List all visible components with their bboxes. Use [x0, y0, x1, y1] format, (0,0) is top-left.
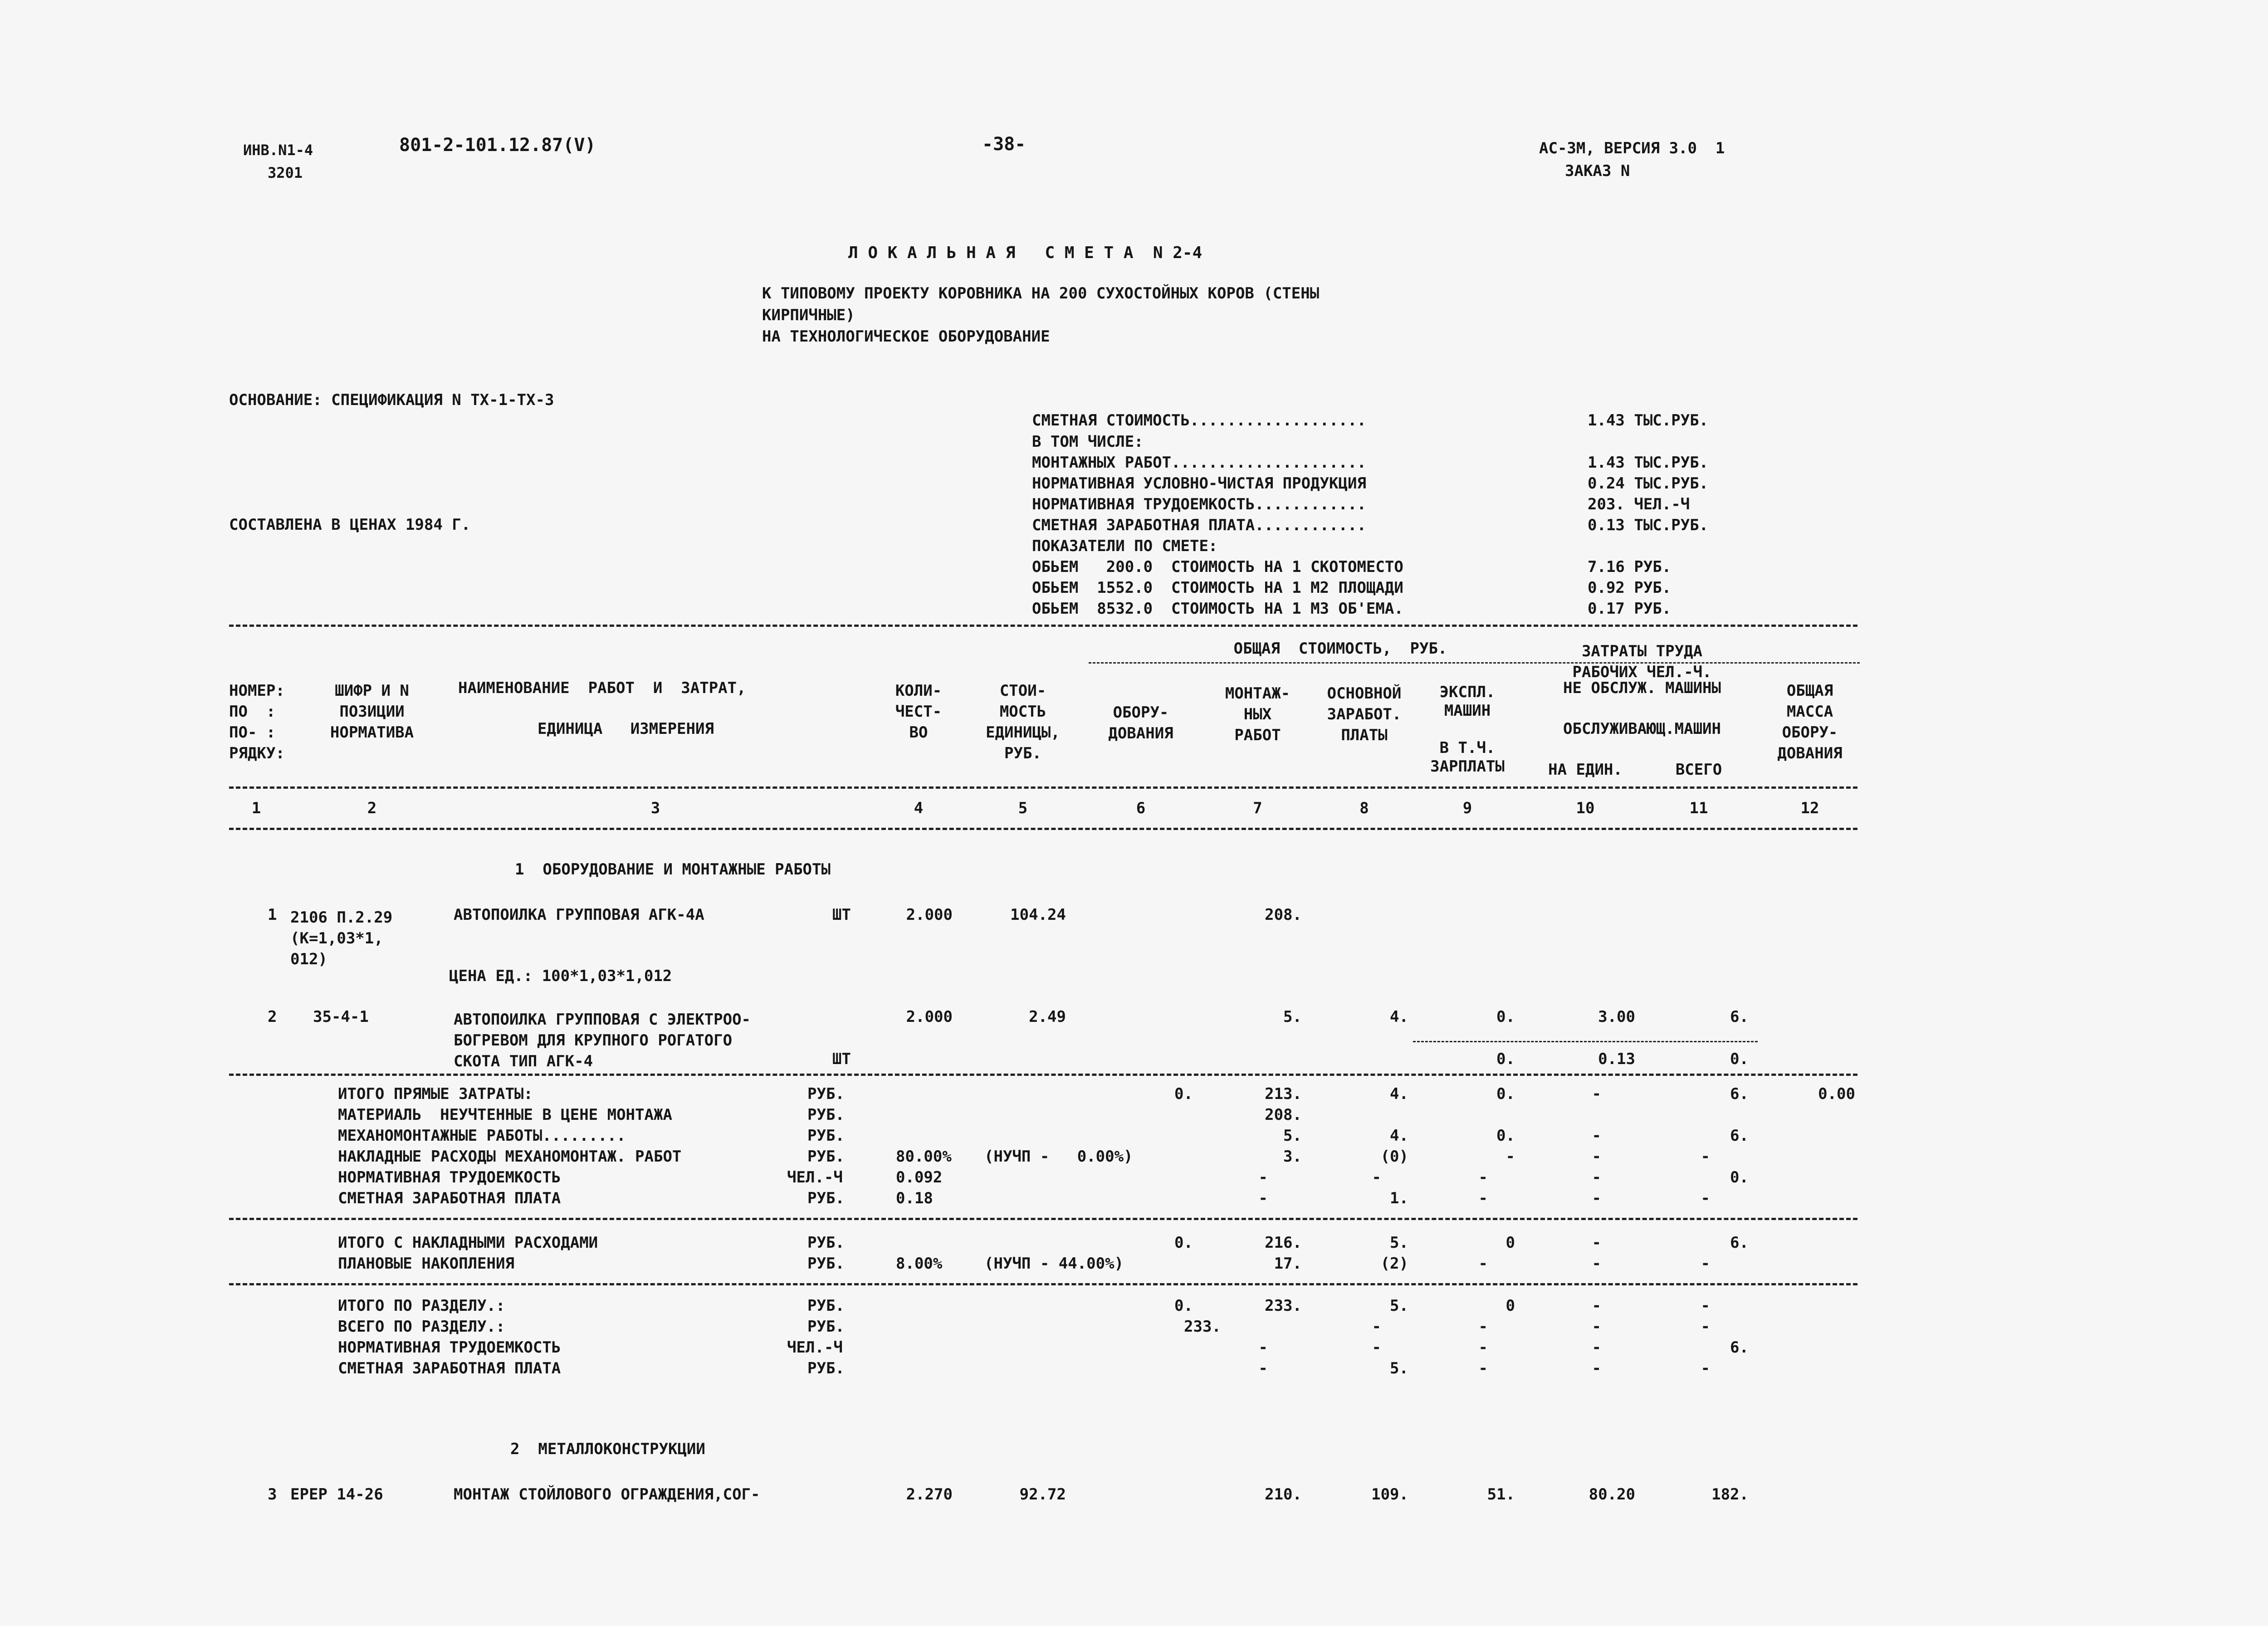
row-name: МОНТАЖ СТОЙЛОВОГО ОГРАЖДЕНИЯ,СОГ-	[454, 1485, 760, 1504]
total-labor-unit: -	[1592, 1338, 1601, 1357]
total-label: ИТОГО ПО РАЗДЕЛУ.:	[338, 1297, 505, 1315]
summary-label: ОБЬЕМ 200.0 СТОИМОСТЬ НА 1 СКОТОМЕСТО	[1032, 558, 1403, 576]
total-labor-unit: -	[1592, 1297, 1601, 1315]
column-header-code: ШИФР И N ПОЗИЦИИ НОРМАТИВА	[330, 682, 414, 742]
title-line-3: НА ТЕХНОЛОГИЧЕСКОЕ ОБОРУДОВАНИЕ	[762, 327, 1050, 346]
row-quantity: 2.000	[906, 906, 953, 924]
inventory-label: ИНВ.N1-4	[243, 142, 313, 159]
column-number: 3	[650, 799, 660, 817]
total-wage: (0)	[1380, 1147, 1408, 1166]
row-unit-price: 104.24	[1010, 906, 1066, 924]
column-header-unit-price: СТОИ- МОСТЬ ЕДИНИЦЫ, РУБ.	[986, 682, 1060, 762]
total-labor-unit: -	[1592, 1318, 1601, 1336]
total-label: НОРМАТИВНАЯ ТРУДОЕМКОСТЬ	[338, 1338, 561, 1357]
summary-value: 7.16 РУБ.	[1588, 558, 1672, 576]
total-mounting: -	[1258, 1359, 1268, 1377]
row-unit: ШТ	[832, 906, 851, 924]
total-equipment: 0.	[1174, 1297, 1193, 1315]
total-unit: РУБ.	[807, 1234, 845, 1252]
row-quantity: 2.270	[906, 1485, 953, 1504]
total-wage: 4.	[1390, 1085, 1408, 1103]
summary-value: 1.43 ТЫС.РУБ.	[1588, 454, 1709, 472]
section-title: 1 ОБОРУДОВАНИЕ И МОНТАЖНЫЕ РАБОТЫ	[515, 860, 831, 879]
total-unit: РУБ.	[807, 1147, 845, 1166]
summary-label: СМЕТНАЯ ЗАРАБОТНАЯ ПЛАТА............	[1032, 516, 1366, 534]
summary-value: 0.13 ТЫС.РУБ.	[1588, 516, 1709, 534]
estimate-title: Л О К А Л Ь Н А Я С М Е Т А N 2-4	[848, 244, 1202, 262]
total-mounting: -	[1258, 1338, 1268, 1357]
column-header-total: ВСЕГО	[1675, 761, 1722, 779]
column-header-mass: ОБЩАЯ МАССА ОБОРУ- ДОВАНИЯ	[1777, 682, 1843, 762]
column-header-number: НОМЕР: ПО : ПО- : РЯДКУ:	[229, 682, 285, 762]
total-machines: -	[1478, 1338, 1488, 1357]
total-machines: -	[1505, 1147, 1515, 1166]
header-rule-mid	[229, 786, 1857, 789]
row-machine-cost: 51.	[1487, 1485, 1515, 1504]
total-mounting: 5.	[1283, 1127, 1302, 1145]
summary-label: МОНТАЖНЫХ РАБОТ.....................	[1032, 454, 1366, 472]
summary-value: 0.17 РУБ.	[1588, 600, 1672, 618]
column-number: 10	[1576, 799, 1595, 817]
row-labor-total: 6.	[1730, 1008, 1749, 1026]
total-label: СМЕТНАЯ ЗАРАБОТНАЯ ПЛАТА	[338, 1189, 561, 1207]
total-machines: -	[1478, 1255, 1488, 1273]
total-mounting: -	[1258, 1189, 1268, 1207]
total-unit: ЧЕЛ.-Ч	[787, 1338, 843, 1357]
total-equipment: 0.	[1174, 1234, 1193, 1252]
total-labor: 0.	[1730, 1168, 1749, 1187]
total-labor-unit: -	[1592, 1359, 1601, 1377]
row-labor-per-unit: 0.13	[1598, 1050, 1635, 1068]
project-code: 801-2-101.12.87(V)	[399, 135, 596, 156]
column-number: 5	[1018, 799, 1028, 817]
summary-label: СМЕТНАЯ СТОИМОСТЬ...................	[1032, 411, 1366, 430]
row-mounting-cost: 210.	[1265, 1485, 1302, 1504]
column-number: 6	[1136, 799, 1146, 817]
total-mass: 0.00	[1818, 1085, 1855, 1103]
total-labor: -	[1701, 1359, 1710, 1377]
row-name: АВТОПОИЛКА ГРУППОВАЯ АГК-4А	[454, 906, 704, 924]
column-header-unit: ЕДИНИЦА ИЗМЕРЕНИЯ	[538, 720, 714, 738]
row-mounting-cost: 208.	[1265, 906, 1302, 924]
rule-section-end	[229, 1283, 1857, 1285]
total-label: ИТОГО С НАКЛАДНЫМИ РАСХОДАМИ	[338, 1234, 598, 1252]
summary-label: ОБЬЕМ 8532.0 СТОИМОСТЬ НА 1 М3 ОБ'ЕМА.	[1032, 600, 1403, 618]
total-mounting: 233.	[1265, 1297, 1302, 1315]
row-labor-per-unit: 3.00	[1598, 1008, 1635, 1026]
total-wage: 1.	[1390, 1189, 1408, 1207]
total-machines: 0.	[1496, 1127, 1515, 1145]
total-machines: -	[1478, 1318, 1488, 1336]
total-labor: -	[1701, 1147, 1710, 1166]
total-unit: ЧЕЛ.-Ч	[787, 1168, 843, 1187]
total-labor-unit: -	[1592, 1147, 1601, 1166]
total-equipment: 233.	[1184, 1318, 1221, 1336]
total-machines: 0.	[1496, 1085, 1515, 1103]
total-wage: 5.	[1390, 1359, 1408, 1377]
summary-value: 1.43 ТЫС.РУБ.	[1588, 411, 1709, 430]
total-label: МЕХАНОМОНТАЖНЫЕ РАБОТЫ.........	[338, 1127, 626, 1145]
row-quantity: 2.000	[906, 1008, 953, 1026]
total-unit: РУБ.	[807, 1085, 845, 1103]
summary-label: НОРМАТИВНАЯ УСЛОВНО-ЧИСТАЯ ПРОДУКЦИЯ	[1032, 474, 1366, 493]
row-machine-cost: 0.	[1496, 1008, 1515, 1026]
row-number: 2	[268, 1008, 277, 1026]
row-unit-price: 2.49	[1029, 1008, 1066, 1026]
row-machine-wage: 0.	[1496, 1050, 1515, 1068]
column-header-labor-a: НЕ ОБСЛУЖ. МАШИНЫ	[1563, 679, 1721, 697]
total-label: ПЛАНОВЫЕ НАКОПЛЕНИЯ	[338, 1255, 514, 1273]
column-number: 9	[1462, 799, 1472, 817]
row-labor-per-unit: 80.20	[1589, 1485, 1635, 1504]
total-machines: 0	[1505, 1234, 1515, 1252]
rule-before-totals	[229, 1074, 1857, 1076]
total-labor-unit: -	[1592, 1255, 1601, 1273]
row-base-wage: 109.	[1371, 1485, 1408, 1504]
total-wage: -	[1372, 1338, 1381, 1357]
total-labor-unit: -	[1592, 1127, 1601, 1145]
row-unit-price: 92.72	[1019, 1485, 1066, 1504]
total-labor: -	[1701, 1189, 1710, 1207]
total-wage: -	[1372, 1168, 1381, 1187]
column-header-equipment: ОБОРУ- ДОВАНИЯ	[1108, 703, 1173, 742]
column-header-base-wage: ОСНОВНОЙ ЗАРАБОТ. ПЛАТЫ	[1327, 684, 1402, 744]
title-line-1: К ТИПОВОМУ ПРОЕКТУ КОРОВНИКА НА 200 СУХОСТОЙНЫХ КОРОВ (СТЕНЫ	[762, 284, 1320, 303]
column-number: 4	[914, 799, 924, 817]
inventory-number: 3201	[268, 164, 303, 181]
total-unit: РУБ.	[807, 1106, 845, 1124]
summary-value: 0.24 ТЫС.РУБ.	[1588, 474, 1709, 493]
column-number: 11	[1689, 799, 1708, 817]
total-machines: 0	[1505, 1297, 1515, 1315]
row-unit: ШТ	[832, 1050, 851, 1068]
row-code: ЕРЕР 14-26	[290, 1485, 383, 1504]
column-header-quantity: КОЛИ- ЧЕСТ- ВО	[895, 682, 942, 742]
header-rule-top	[229, 625, 1857, 627]
total-labor-unit: -	[1592, 1189, 1601, 1207]
total-label: ВСЕГО ПО РАЗДЕЛУ.:	[338, 1318, 505, 1336]
total-label: НАКЛАДНЫЕ РАСХОДЫ МЕХАНОМОНТАЖ. РАБОТ	[338, 1147, 682, 1166]
total-labor-unit: -	[1592, 1234, 1601, 1252]
total-wage: 5.	[1390, 1234, 1408, 1252]
row-subrule	[1413, 1041, 1758, 1042]
row-code: 2106 П.2.29 (К=1,03*1, 012)	[290, 908, 393, 968]
total-rate: 8.00%	[896, 1255, 943, 1273]
rule-after-totals	[229, 1218, 1857, 1220]
total-machines: -	[1478, 1359, 1488, 1377]
total-labor: 6.	[1730, 1338, 1749, 1357]
total-labor-unit: -	[1592, 1168, 1601, 1187]
column-number: 8	[1359, 799, 1369, 817]
row-name: АВТОПОИЛКА ГРУППОВАЯ С ЭЛЕКТРОО- БОГРЕВОМ ДЛЯ КРУПНОГО РОГАТОГО СКОТА ТИП АГК-4	[454, 1011, 751, 1070]
total-unit: РУБ.	[807, 1297, 845, 1315]
row-number: 1	[268, 906, 277, 924]
column-header-machines: ЭКСПЛ. МАШИН В Т.Ч. ЗАРПЛАТЫ	[1430, 683, 1505, 776]
row-base-wage: 4.	[1390, 1008, 1408, 1026]
row-number: 3	[268, 1485, 277, 1504]
total-wage: 5.	[1390, 1297, 1408, 1315]
total-mounting: 208.	[1265, 1106, 1302, 1124]
column-group-labor: ЗАТРАТЫ ТРУДА РАБОЧИХ ЧЕЛ.-Ч.	[1572, 642, 1712, 681]
total-label: ИТОГО ПРЯМЫЕ ЗАТРАТЫ:	[338, 1085, 533, 1103]
total-labor: 6.	[1730, 1127, 1749, 1145]
basis-text: ОСНОВАНИЕ: СПЕЦИФИКАЦИЯ N ТХ-1-ТХ-3	[229, 391, 554, 409]
total-equipment: 0.	[1174, 1085, 1193, 1103]
column-number: 7	[1253, 799, 1262, 817]
total-labor: -	[1701, 1318, 1710, 1336]
total-mounting: 216.	[1265, 1234, 1302, 1252]
summary-label: ПОКАЗАТЕЛИ ПО СМЕТЕ:	[1032, 537, 1218, 555]
column-header-per-unit: НА ЕДИН.	[1548, 761, 1623, 779]
total-label: МАТЕРИАЛЬ НЕУЧТЕННЫЕ В ЦЕНЕ МОНТАЖА	[338, 1106, 672, 1124]
total-nuchp: (НУЧП - 0.00%)	[984, 1147, 1133, 1166]
column-number: 12	[1800, 799, 1819, 817]
total-wage: 4.	[1390, 1127, 1408, 1145]
total-wage: -	[1372, 1318, 1381, 1336]
header-rule-bottom	[229, 828, 1857, 830]
total-labor: -	[1701, 1255, 1710, 1273]
title-line-2: КИРПИЧНЫЕ)	[762, 306, 855, 324]
summary-value: 0.92 РУБ.	[1588, 579, 1672, 597]
total-mounting: -	[1258, 1168, 1268, 1187]
summary-label: В ТОМ ЧИСЛЕ:	[1032, 433, 1144, 451]
total-mounting: 213.	[1265, 1085, 1302, 1103]
column-header-mounting: МОНТАЖ- НЫХ РАБОТ	[1225, 684, 1290, 744]
total-nuchp: (НУЧП - 44.00%)	[984, 1255, 1124, 1273]
column-number: 2	[367, 799, 377, 817]
total-unit: РУБ.	[807, 1255, 845, 1273]
total-mounting: 3.	[1283, 1147, 1302, 1166]
column-header-labor-b: ОБСЛУЖИВАЮЩ.МАШИН	[1563, 720, 1721, 738]
order-label: ЗАКАЗ N	[1565, 162, 1630, 180]
column-number: 1	[251, 799, 261, 817]
total-labor-unit: -	[1592, 1085, 1601, 1103]
total-rate: 80.00%	[896, 1147, 952, 1166]
total-unit: РУБ.	[807, 1318, 845, 1336]
column-group-total-cost: ОБЩАЯ СТОИМОСТЬ, РУБ.	[1233, 640, 1447, 658]
page-number: -38-	[982, 134, 1026, 155]
row-labor-total: 182.	[1711, 1485, 1749, 1504]
system-version: АС-3М, ВЕРСИЯ 3.0 1	[1539, 139, 1725, 157]
summary-value: 203. ЧЕЛ.-Ч	[1588, 495, 1690, 513]
total-labor: 6.	[1730, 1085, 1749, 1103]
total-label: НОРМАТИВНАЯ ТРУДОЕМКОСТЬ	[338, 1168, 561, 1187]
total-unit: РУБ.	[807, 1359, 845, 1377]
total-unit: РУБ.	[807, 1189, 845, 1207]
total-label: СМЕТНАЯ ЗАРАБОТНАЯ ПЛАТА	[338, 1359, 561, 1377]
total-unit: РУБ.	[807, 1127, 845, 1145]
header-rule-sub	[1089, 662, 1860, 664]
total-mounting: 17.	[1274, 1255, 1302, 1273]
total-rate: 0.18	[896, 1189, 933, 1207]
row-mounting-cost: 5.	[1283, 1008, 1302, 1026]
column-header-name: НАИМЕНОВАНИЕ РАБОТ И ЗАТРАТ,	[458, 679, 746, 697]
row-note: ЦЕНА ЕД.: 100*1,03*1,012	[449, 967, 672, 985]
row-code: 35-4-1	[313, 1008, 369, 1026]
row-labor-total: 0.	[1730, 1050, 1749, 1068]
summary-label: ОБЬЕМ 1552.0 СТОИМОСТЬ НА 1 М2 ПЛОЩАДИ	[1032, 579, 1403, 597]
summary-label: НОРМАТИВНАЯ ТРУДОЕМКОСТЬ............	[1032, 495, 1366, 513]
section-title: 2 МЕТАЛЛОКОНСТРУКЦИИ	[510, 1440, 705, 1458]
total-machines: -	[1478, 1168, 1488, 1187]
total-wage: (2)	[1380, 1255, 1408, 1273]
prices-text: СОСТАВЛЕНА В ЦЕНАХ 1984 Г.	[229, 516, 471, 534]
total-machines: -	[1478, 1189, 1488, 1207]
total-labor: 6.	[1730, 1234, 1749, 1252]
total-labor: -	[1701, 1297, 1710, 1315]
total-rate: 0.092	[896, 1168, 943, 1187]
